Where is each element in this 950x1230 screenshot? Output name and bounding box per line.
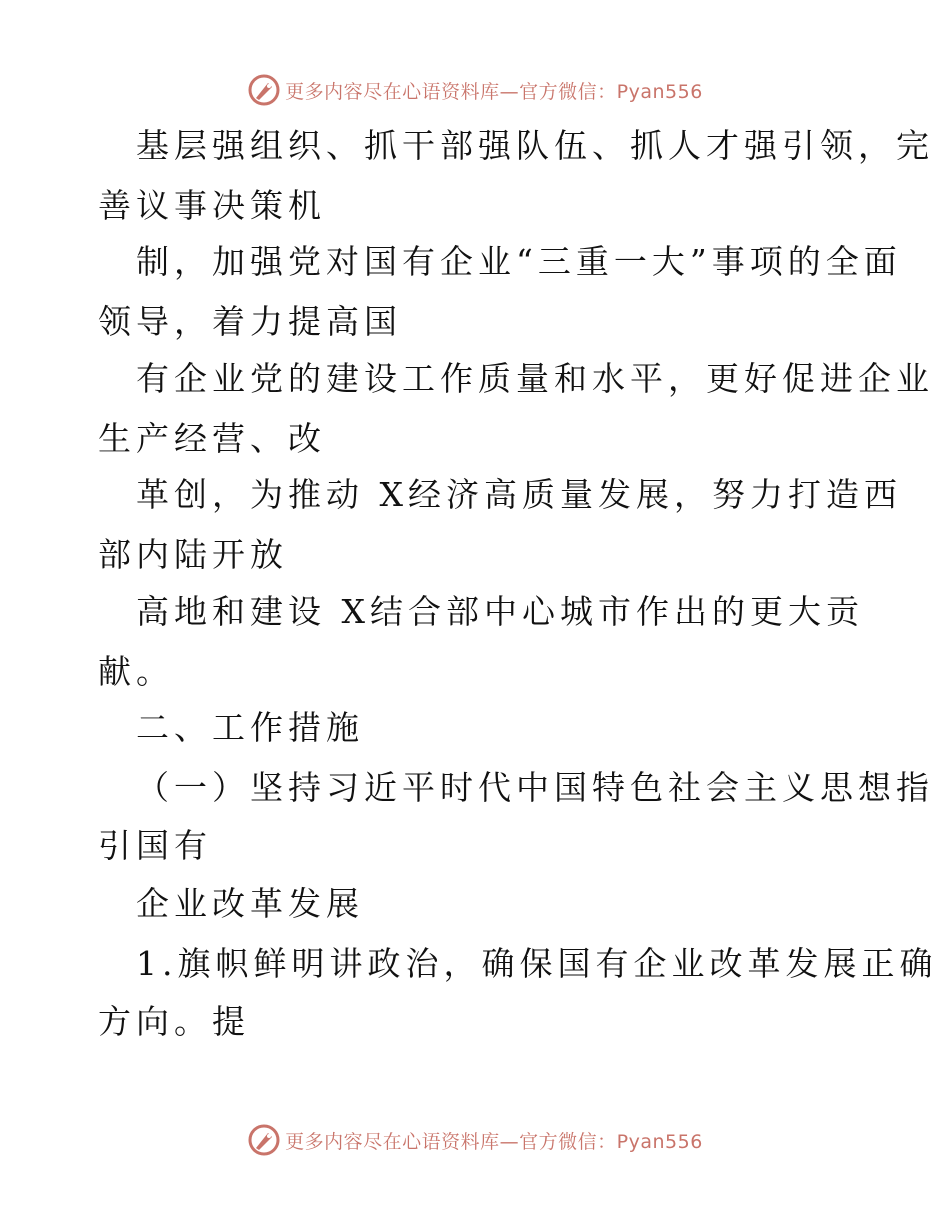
text-line: 革创，为推动 X经济高质量发展，努力打造西 [136, 475, 902, 514]
text-line: 基层强组织、抓干部强队伍、抓人才强引领，完 [136, 126, 934, 165]
fountain-pen-logo-icon [247, 1123, 281, 1157]
watermark-text: 更多内容尽在心语资料库—官方微信：Pyan556 [285, 1130, 703, 1153]
list-item-heading: 1.旗帜鲜明讲政治，确保国有企业改革发展正确 [136, 944, 938, 983]
text-line: 善议事决策机 [98, 186, 326, 225]
header-watermark [0, 70, 950, 110]
text-line: 方向。提 [98, 1002, 250, 1041]
footer-watermark [0, 1120, 950, 1160]
subsection-heading: （一）坚持习近平时代中国特色社会主义思想指 [136, 768, 934, 807]
text-line: 领导，着力提高国 [98, 302, 402, 341]
fountain-pen-logo-icon [247, 73, 281, 107]
text-line: 引国有 [98, 826, 212, 865]
section-heading: 二、工作措施 [136, 708, 364, 747]
text-line: 献。 [98, 652, 174, 691]
text-line: 生产经营、改 [98, 419, 326, 458]
text-line: 部内陆开放 [98, 535, 288, 574]
text-line: 制，加强党对国有企业“三重一大”事项的全面 [136, 242, 902, 281]
watermark-text: 更多内容尽在心语资料库—官方微信：Pyan556 [285, 80, 703, 103]
text-line: 高地和建设 X结合部中心城市作出的更大贡 [136, 592, 864, 631]
text-line: 有企业党的建设工作质量和水平，更好促进企业 [136, 359, 934, 398]
text-line: 企业改革发展 [136, 884, 364, 923]
